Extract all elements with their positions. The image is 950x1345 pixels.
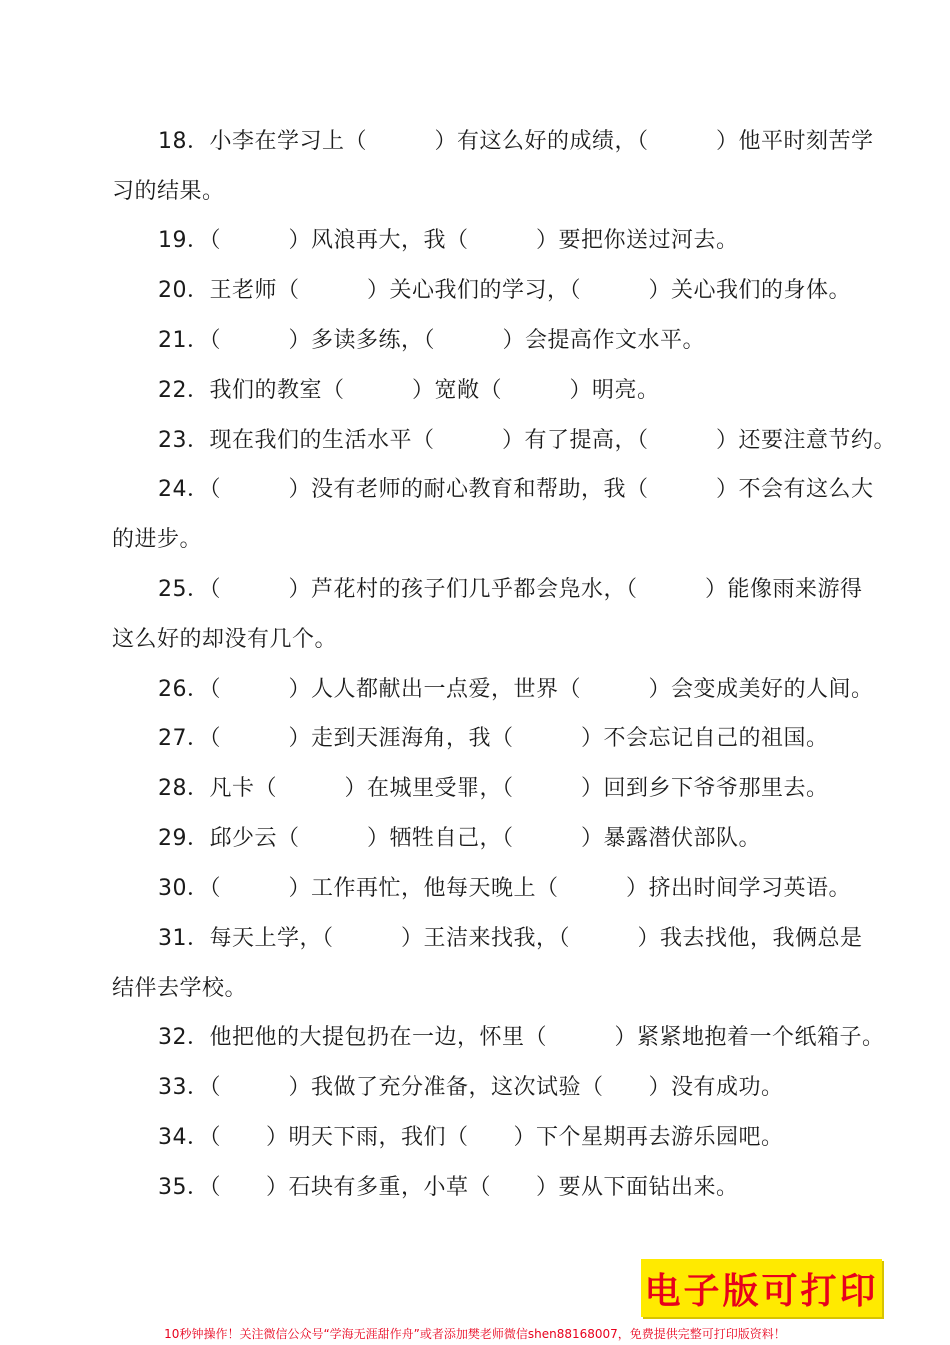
exercise-line-24: 24．（ ）没有老师的耐心教育和帮助，我（ ）不会有这么大 xyxy=(158,477,874,502)
exercise-line-25-cont: 这么好的却没有几个。 xyxy=(112,627,338,652)
printable-badge-text: 电子版可打印 xyxy=(644,1270,879,1312)
exercise-line-27: 27．（ ）走到天涯海角，我（ ）不会忘记自己的祖国。 xyxy=(158,726,829,751)
exercise-line-35: 35．（ ）石块有多重，小草（ ）要从下面钻出来。 xyxy=(158,1175,739,1200)
exercise-line-18-cont: 习的结果。 xyxy=(112,179,225,204)
exercise-line-19: 19．（ ）风浪再大，我（ ）要把你送过河去。 xyxy=(158,228,739,253)
exercise-line-25: 25．（ ）芦花村的孩子们几乎都会凫水，（ ）能像雨来游得 xyxy=(158,577,863,602)
footer-promo-text: 10秒钟操作！关注微信公众号“学海无涯甜作舟”或者添加樊老师微信shen88168007，免费提供完整可打印版资料！ xyxy=(164,1327,786,1341)
exercise-line-31: 31．每天上学，（ ）王洁来找我，（ ）我去找他，我俩总是 xyxy=(158,926,863,951)
exercise-line-22: 22．我们的教室（ ）宽敞（ ）明亮。 xyxy=(158,378,660,403)
exercise-line-21: 21．（ ）多读多练，（ ）会提高作文水平。 xyxy=(158,328,705,353)
exercise-line-31-cont: 结伴去学校。 xyxy=(112,976,248,1001)
exercise-line-29: 29．邱少云（ ）牺牲自己，（ ）暴露潜伏部队。 xyxy=(158,826,761,851)
exercise-line-32: 32．他把他的大提包扔在一边，怀里（ ）紧紧地抱着一个纸箱子。 xyxy=(158,1025,885,1050)
printable-badge xyxy=(641,1259,882,1317)
exercise-line-28: 28．凡卡（ ）在城里受罪，（ ）回到乡下爷爷那里去。 xyxy=(158,776,829,801)
exercise-line-33: 33．（ ）我做了充分准备，这次试验（ ）没有成功。 xyxy=(158,1075,784,1100)
exercise-line-18: 18．小李在学习上（ ）有这么好的成绩，（ ）他平时刻苦学 xyxy=(158,129,874,154)
exercise-line-26: 26．（ ）人人都献出一点爱，世界（ ）会变成美好的人间。 xyxy=(158,677,874,702)
exercise-line-20: 20．王老师（ ）关心我们的学习，（ ）关心我们的身体。 xyxy=(158,278,851,303)
exercise-line-30: 30．（ ）工作再忙，他每天晚上（ ）挤出时间学习英语。 xyxy=(158,876,851,901)
exercise-line-24-cont: 的进步。 xyxy=(112,527,203,552)
exercise-line-34: 34．（ ）明天下雨，我们（ ）下个星期再去游乐园吧。 xyxy=(158,1125,784,1150)
exercise-line-23: 23．现在我们的生活水平（ ）有了提高，（ ）还要注意节约。 xyxy=(158,428,896,453)
